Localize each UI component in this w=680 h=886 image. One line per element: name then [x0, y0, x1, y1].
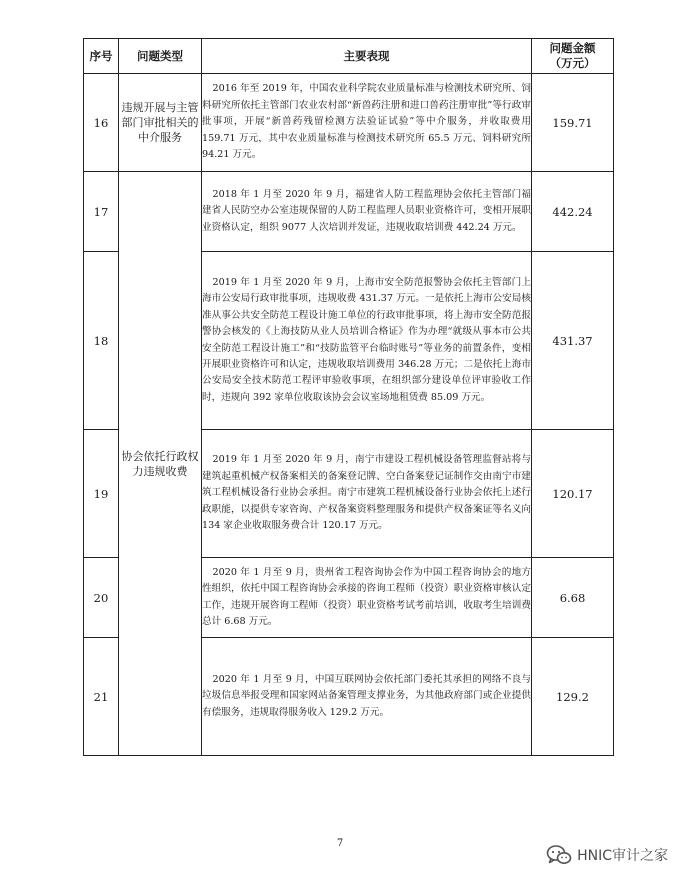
table-row [84, 172, 614, 252]
row-number: 17 [84, 172, 119, 252]
row-description: 2019 年 1 月至 2020 年 9 月，上海市安全防范报警协会依托主管部门上海市公安局行政审批事项，违规收费 431.37 万元。一是依托上海市公安局核准从事公共安全防范工程设计施工单位的行政审批事项，将上海市安全防范报警协会核发的《上海技防从业人员培训合格证》作为办理“就级从事本市公共安全防范工程设计施工”和“技防监管平台临时账号”等业务的前置条件，变相开展职业资格许可和认定，违规收取培训费用 346.28 万元；二是依托上海市公安局安全技术防范工程评审验收事项，在组织部分建设单位评审验收工作时，违规向 392 家单位收取该协会会议室场地租赁费 85.09 万元。 [202, 252, 532, 430]
header-type: 问题类型 [119, 39, 202, 74]
row-amount: 6.68 [532, 558, 614, 638]
row-type: 违规开展与主管部门审批相关的中介服务 [119, 74, 202, 172]
row-description: 2020 年 1 月至 9 月，贵州省工程咨询协会作为中国工程咨询协会的地方性组织，依托中国工程咨询协会承接的咨询工程师（投资）职业资格审核认定工作，违规开展咨询工程师（投资）职业资格考试考前培训，收取考生培训费总计 6.68 万元。 [202, 558, 532, 638]
header-amount: 问题金额 （万元） [532, 39, 614, 74]
row-number: 16 [84, 74, 119, 172]
row-number: 19 [84, 430, 119, 558]
watermark-text: HNIC审计之家 [577, 848, 668, 864]
page-number: 7 [336, 838, 344, 849]
row-amount: 129.2 [532, 638, 614, 756]
row-description: 2018 年 1 月至 2020 年 9 月，福建省人防工程监理协会依托主管部门福建省人民防空办公室违规保留的人防工程监理人员职业资格许可，变相开展职业资格认定，组织 9077 人次培训并发证，违规收取培训费 442.24 万元。 [202, 172, 532, 252]
header-no: 序号 [84, 39, 119, 74]
watermark [546, 844, 668, 866]
group-type: 协会依托行政权力违规收费 [119, 172, 202, 756]
row-amount: 120.17 [532, 430, 614, 558]
row-number: 21 [84, 638, 119, 756]
table-row [84, 74, 614, 172]
wechat-icon [546, 844, 572, 866]
row-description: 2020 年 1 月至 9 月，中国互联网协会依托部门委托其承担的网络不良与垃圾信息举报受理和国家网站备案管理支撑业务，为其他政府部门或企业提供有偿服务，违规取得服务收入 129.2 万元。 [202, 638, 532, 756]
header-desc: 主要表现 [202, 39, 532, 74]
header-row [84, 39, 614, 74]
issues-table [83, 38, 614, 756]
row-amount: 442.24 [532, 172, 614, 252]
row-amount: 431.37 [532, 252, 614, 430]
row-number: 18 [84, 252, 119, 430]
row-description: 2019 年 1 月至 2020 年 9 月，南宁市建设工程机械设备管理监督站将与建筑起重机械产权备案相关的备案登记牌、空白备案登记证制作交由南宁市建筑工程机械设备行业协会承担。南宁市建筑工程机械设备行业协会依托上述行政职能，以提供专家咨询、产权备案资料整理服务和提供产权备案证等名义向 134 家企业收取服务费合计 120.17 万元。 [202, 430, 532, 558]
row-number: 20 [84, 558, 119, 638]
row-description: 2016 年至 2019 年，中国农业科学院农业质量标准与检测技术研究所、饲料研究所依托主管部门农业农村部“新兽药注册和进口兽药注册审批”等行政审批事项，开展“新兽药残留检测方法验证试验”等中介服务，并收取费用 159.71 万元，其中农业质量标准与检测技术研究所 65.5 万元、饲料研究所 94.21 万元。 [202, 74, 532, 172]
row-amount: 159.71 [532, 74, 614, 172]
